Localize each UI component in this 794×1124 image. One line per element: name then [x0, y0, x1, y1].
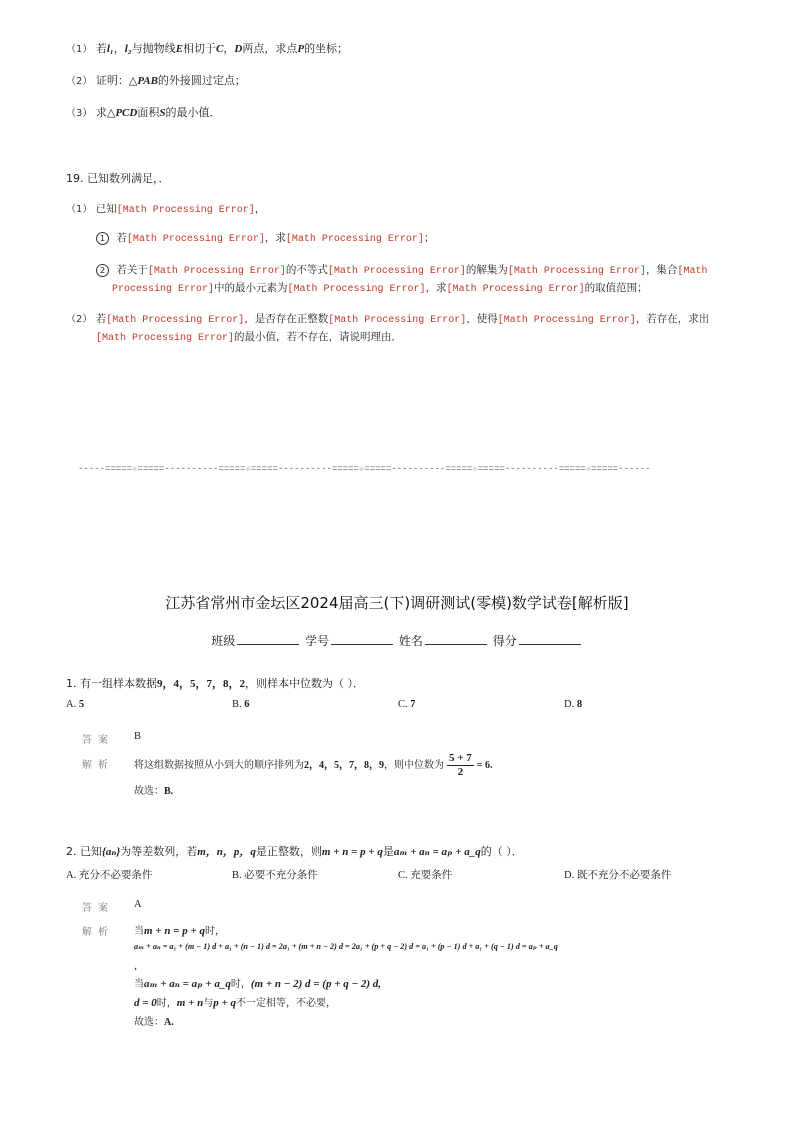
text: 是正整数，则	[255, 845, 322, 858]
part-number: （1）	[66, 44, 93, 55]
part-text	[96, 43, 348, 55]
page-title: 江苏省常州市金坛区2024届高三(下)调研测试(零模)数学试卷[解析版]	[165, 594, 629, 612]
math-error: [Math Processing Error]	[497, 315, 636, 326]
text: ，集合	[645, 265, 678, 276]
math: = 6.	[476, 759, 493, 771]
math: C	[216, 43, 224, 55]
math: l₂	[124, 43, 132, 55]
q2-analysis-line-5	[134, 994, 336, 1009]
math: d = 0	[134, 997, 157, 1009]
math-error: [Math Processing Error]	[106, 315, 245, 326]
student-info-row	[0, 632, 794, 649]
text: ，则样本中位数为（ ）．	[245, 677, 364, 690]
option-label: A.	[66, 699, 77, 710]
math-error: [Math Processing Error]	[116, 205, 255, 216]
circled-number-icon: 1	[96, 232, 109, 245]
score-label: 得分	[492, 634, 517, 648]
q2-analysis-line-6	[134, 1013, 174, 1028]
text: 是	[382, 845, 394, 858]
math: S	[159, 107, 166, 119]
class-field[interactable]	[237, 634, 299, 645]
q2-analysis-label: 解析	[82, 927, 114, 938]
q2-option-a[interactable]	[66, 867, 152, 882]
class-label: 班级	[211, 634, 236, 648]
numerator: 5 + 7	[449, 752, 472, 764]
text: ，求	[425, 283, 447, 294]
text: 的解集为	[465, 265, 508, 276]
math: m + n = p + q	[144, 925, 205, 937]
text: 若关于	[116, 265, 148, 276]
q2-answer: A	[134, 899, 142, 910]
q1-analysis-label: 解析	[82, 760, 114, 771]
problem-19-part-2	[66, 311, 726, 347]
id-label: 学号	[305, 634, 330, 648]
text: ，使得	[466, 314, 498, 325]
text: 证明：	[95, 75, 129, 87]
text: 两点，求点	[242, 43, 298, 55]
q2-option-c[interactable]	[398, 867, 452, 882]
text: 的不等式	[285, 265, 328, 276]
option-label: B.	[232, 699, 242, 710]
text: 的外接圆过定点；	[157, 75, 246, 87]
math: m + n	[176, 997, 204, 1009]
math-error: [Math Processing Error]	[126, 234, 265, 245]
option-label: C.	[398, 870, 408, 881]
math-error: Processing Error]	[112, 284, 215, 295]
q2-analysis-line-1	[134, 922, 225, 937]
text: ，	[113, 43, 125, 55]
option-value: 7	[410, 699, 416, 710]
part-number: （3）	[66, 108, 93, 119]
option-label: D.	[564, 870, 575, 881]
circled-number-icon: 2	[96, 264, 109, 277]
problem-19-part-1	[66, 200, 265, 216]
text: ，则中位数为	[384, 759, 444, 771]
text: ；	[423, 233, 435, 244]
text: 的坐标；	[304, 43, 349, 55]
top-part-2	[66, 72, 246, 88]
text: ，	[223, 43, 235, 55]
option-label: B.	[232, 870, 242, 881]
part-text	[96, 107, 221, 119]
math-error: [Math Processing Error]	[327, 266, 466, 277]
q1-option-b[interactable]	[232, 699, 250, 710]
q1-conclusion	[134, 782, 173, 797]
part-number: （2）	[66, 76, 93, 87]
text: 故选：	[134, 1017, 164, 1028]
text: 相切于	[183, 43, 217, 55]
text: 的取值范围；	[584, 283, 648, 294]
math: m + n = p + q	[321, 846, 383, 858]
text: ，求	[264, 233, 286, 244]
text: 的最小值，若不存在，请说明理由．	[234, 332, 403, 343]
text: 时，	[204, 926, 225, 937]
part-number: （2）	[66, 314, 93, 325]
q1-option-c[interactable]	[398, 699, 416, 710]
part-number: （1）	[66, 204, 93, 215]
option-value: 必要不充分条件	[244, 870, 318, 881]
q1-option-d[interactable]	[564, 699, 582, 710]
math: △PAB	[128, 75, 158, 87]
text: ，若存在，求出	[635, 314, 710, 325]
denominator: 2	[457, 766, 464, 778]
option-value: 既不充分不必要条件	[576, 870, 672, 881]
top-part-1	[66, 40, 348, 56]
q2-answer-label: 答案	[82, 903, 114, 914]
q2-option-d[interactable]	[564, 867, 671, 882]
text: 当	[134, 979, 144, 990]
q2-analysis-line-4	[134, 975, 381, 990]
text: 时，	[230, 979, 251, 990]
q1-option-a[interactable]	[66, 699, 84, 710]
math: B.	[164, 786, 174, 797]
text: 时，	[156, 998, 177, 1009]
text: 若	[95, 43, 107, 55]
option-label: C.	[398, 699, 408, 710]
option-value: 5	[78, 699, 85, 710]
math: 9，4，5，7，8，2	[157, 678, 245, 690]
text: 若	[95, 314, 107, 325]
text: 的（ ）．	[480, 845, 523, 858]
text: 若	[116, 233, 127, 244]
math-error: [Math Processing Error]	[507, 266, 646, 277]
math: (m + n − 2) d = (p + q − 2) d,	[250, 978, 382, 990]
name-label: 姓名	[398, 634, 423, 648]
math: m，n，p，q	[197, 846, 256, 858]
option-value: 6	[244, 699, 250, 710]
math-error: [Math Processing Error]	[147, 266, 286, 277]
problem-19-sub-2	[96, 262, 716, 298]
math: aₘ + aₙ = aₚ + a_q	[393, 846, 481, 858]
math: A.	[164, 1017, 174, 1028]
problem-19-title: 19. 已知数列满足，．	[66, 172, 170, 185]
math: △PCD	[106, 107, 138, 119]
math: D	[234, 43, 243, 55]
q1-stem	[66, 675, 364, 691]
text: 1. 有一组样本数据	[66, 677, 157, 690]
math: 2，4，5，7，8，9	[304, 759, 384, 771]
q1-analysis	[134, 752, 492, 779]
top-part-3	[66, 104, 220, 120]
math-error: [Math Processing Error]	[446, 284, 585, 295]
text: ，	[254, 204, 266, 215]
q1-answer: B	[134, 731, 142, 742]
math: l₁	[106, 43, 114, 55]
text: 与抛物线	[131, 43, 176, 55]
option-value: 充要条件	[410, 870, 453, 881]
math: aₘ + aₙ = aₚ + a_q	[144, 978, 231, 990]
math: E	[175, 43, 184, 55]
option-label: D.	[564, 699, 575, 710]
name-field[interactable]	[425, 634, 487, 645]
math-error: [Math Processing Error]	[96, 333, 235, 344]
section-divider: -----=====☆=====----------=====☆=====----------=====☆=====----------=====☆=====----------=====☆=====------	[78, 464, 651, 474]
text: 与	[203, 998, 214, 1009]
q2-stem	[66, 843, 523, 859]
id-field[interactable]	[331, 634, 393, 645]
score-field[interactable]	[519, 634, 581, 645]
math: {aₙ}	[102, 846, 121, 858]
text: 当	[134, 926, 144, 937]
math-error: [Math	[677, 266, 708, 277]
text: ，是否存在正整数	[244, 314, 329, 325]
text: 2. 已知	[66, 845, 102, 858]
text: 已知	[95, 204, 117, 215]
math: P	[297, 43, 305, 55]
text: 为等差数列，若	[120, 845, 198, 858]
q1-answer-label: 答案	[82, 735, 114, 746]
text: 故选：	[134, 786, 164, 797]
fraction	[447, 752, 474, 779]
problem-19-sub-1	[96, 230, 434, 245]
math: p + q	[213, 997, 237, 1009]
text: 不一定相等，不必要，	[236, 998, 337, 1009]
option-value: 充分不必要条件	[78, 870, 153, 881]
math-error: [Math Processing Error]	[285, 234, 424, 245]
text: 中的最小元素为	[214, 283, 288, 294]
text: 求	[95, 107, 107, 119]
text: 将这组数据按照从小到大的顺序排列为	[134, 759, 304, 771]
option-value: 8	[576, 699, 583, 710]
q2-option-b[interactable]	[232, 867, 318, 882]
q2-analysis-line-3: ，	[134, 961, 144, 972]
text: 的最小值．	[165, 107, 221, 119]
math-error: [Math Processing Error]	[287, 284, 426, 295]
option-label: A.	[66, 870, 77, 881]
text: 面积	[137, 107, 160, 119]
math-error: [Math Processing Error]	[328, 315, 467, 326]
part-text	[96, 75, 246, 87]
q2-analysis-line-2: aₘ + aₙ = a₁ + (m − 1) d + a₁ + (n − 1) d = 2a₁ + (m + n − 2) d = 2a₁ + (p + q − 2) d = a₁ + (p − 1) d + a₁ + (q − 1) d = aₚ + a_q	[134, 942, 558, 951]
